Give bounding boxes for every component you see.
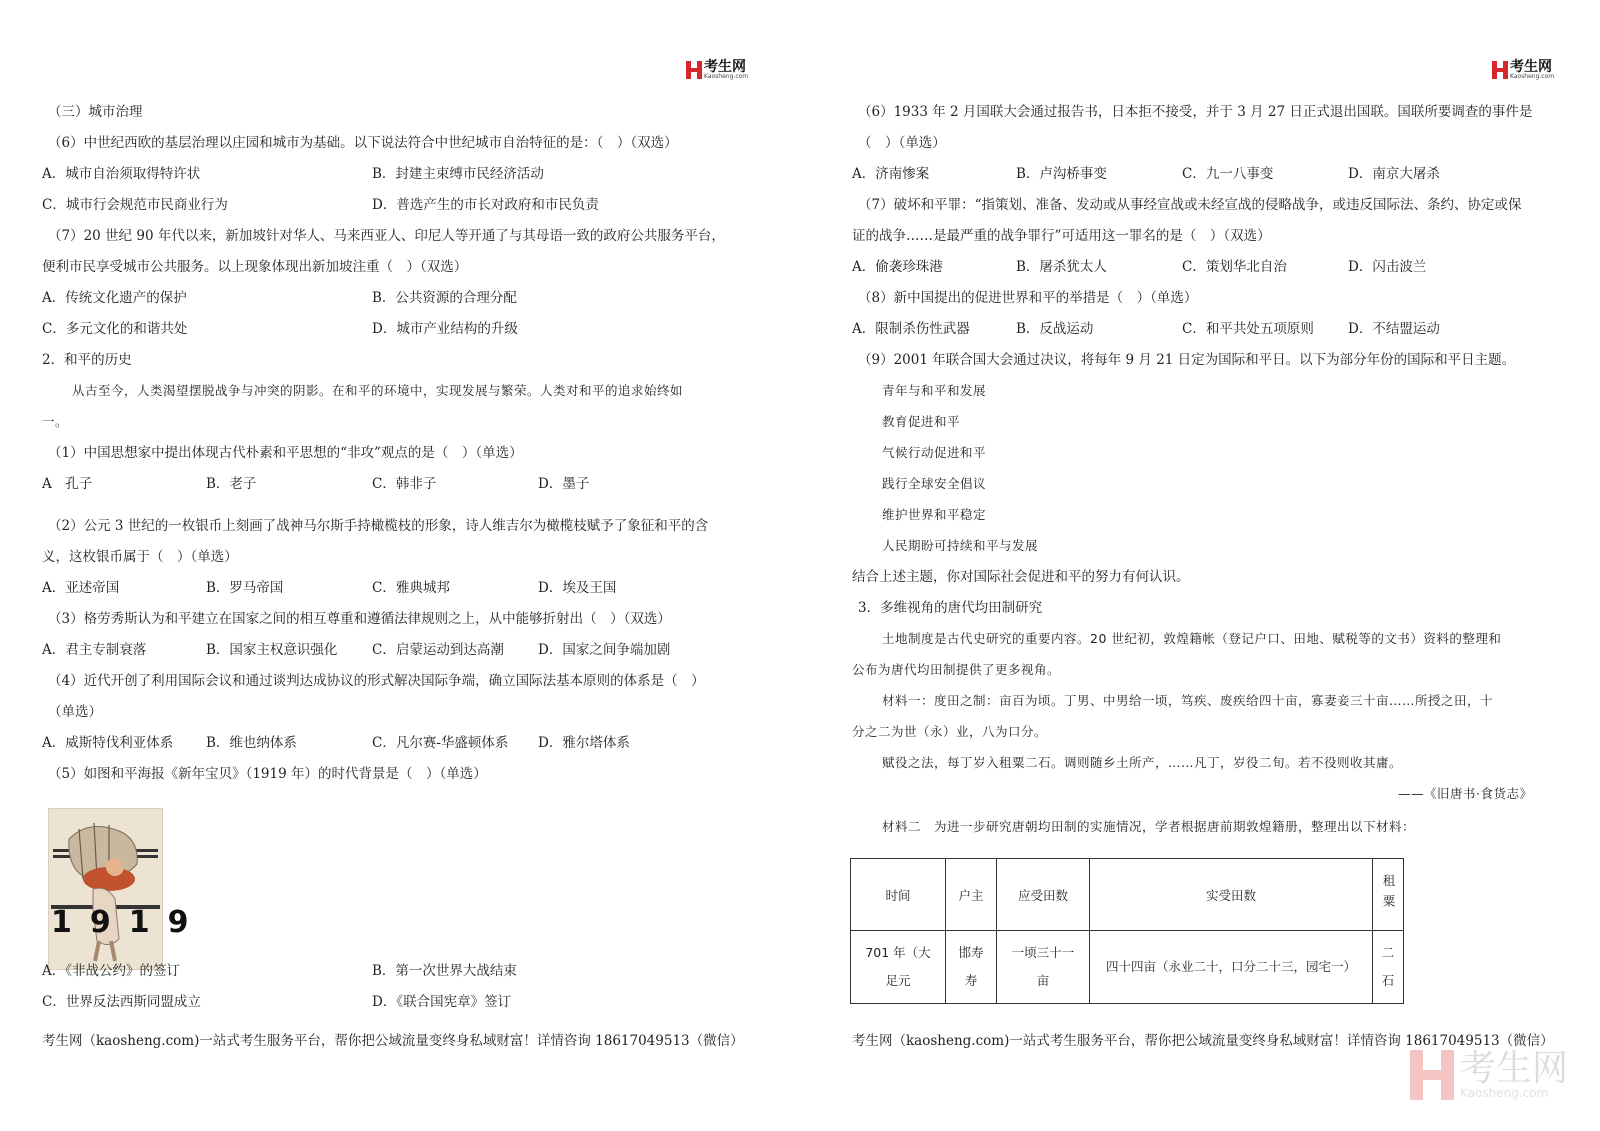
option: D．埃及王国 (538, 580, 617, 596)
kaosheng-logo-icon (686, 61, 702, 79)
logo-name: 考生网 (1510, 59, 1552, 75)
table-header: 实受田数 (1090, 859, 1373, 931)
option: C．世界反法西斯同盟成立 (42, 994, 201, 1010)
option: A．传统文化遗产的保护 (42, 290, 187, 306)
peace-day-theme: 气候行动促进和平 (882, 445, 987, 460)
material-1-line2: 分之二为世（永）业，八为口分。 (852, 724, 1048, 739)
option: A．偷袭珍珠港 (852, 259, 943, 275)
watermark-name: 考生网 (1460, 1048, 1569, 1089)
option: A．亚述帝国 (42, 580, 120, 596)
option: C．雅典城邦 (372, 580, 450, 596)
option: D．国家之间争端加剧 (538, 642, 671, 658)
table-header: 时间 (851, 859, 946, 931)
part-3-title: 3．多维视角的唐代均田制研究 (858, 600, 1043, 616)
option: A．威斯特伐利亚体系 (42, 735, 174, 751)
question-3: （3）格劳秀斯认为和平建立在国家之间的相互尊重和遵循法律规则之上，从中能够折射出（ ）（双选） (48, 611, 671, 627)
logo-name: 考生网 (704, 59, 746, 75)
option: D．《联合国宪章》签订 (372, 994, 512, 1010)
option: D．南京大屠杀 (1348, 166, 1440, 182)
option: A．限制杀伤性武器 (852, 321, 970, 337)
peace-day-theme: 人民期盼可持续和平与发展 (882, 538, 1039, 553)
table-row (851, 931, 1404, 1004)
option: A 孔子 (42, 476, 93, 492)
option: B．屠杀犹太人 (1016, 259, 1107, 275)
land-record-table (850, 858, 1404, 1004)
question-7-left: （7）20 世纪 90 年代以来，新加坡针对华人、马来西亚人、印尼人等开通了与其母语一致的政府公共服务平台， (48, 228, 725, 244)
part-3-intro-line2: 公布为唐代均田制提供了更多视角。 (852, 662, 1061, 677)
poster-year: 1919 (51, 905, 207, 940)
option: A．《非战公约》的签订 (42, 963, 180, 979)
footer-left: 考生网（kaosheng.com)一站式考生服务平台，帮你把公域流量变终身私域财富！详情咨询 18617049513（微信） (42, 1033, 744, 1049)
kaosheng-logo-icon (1492, 61, 1508, 79)
table-cell: 二石 (1373, 931, 1404, 1004)
option: C．凡尔赛-华盛顿体系 (372, 735, 509, 751)
section-title: （三）城市治理 (48, 104, 143, 120)
question-9-ask: 结合上述主题，你对国际社会促进和平的努力有何认识。 (852, 569, 1190, 585)
material-1-source: ——《旧唐书·食货志》 (1398, 786, 1533, 801)
logo-domain: Kaosheng.com (704, 73, 749, 80)
logo-right (1492, 60, 1554, 80)
question-1: （1）中国思想家中提出体现古代朴素和平思想的“非攻”观点的是（ ）（单选） (48, 445, 523, 461)
question-4-line2: （单选） (48, 704, 102, 720)
option: B．第一次世界大战结束 (372, 963, 517, 979)
option: B．国家主权意识强化 (206, 642, 338, 658)
question-7-left-line2: 便利市民享受城市公共服务。以上现象体现出新加坡注重（ ）（双选） (42, 259, 468, 275)
table-cell: 邯寿寿 (946, 931, 997, 1004)
option: D．闪击波兰 (1348, 259, 1427, 275)
option: C．和平共处五项原则 (1182, 321, 1314, 337)
question-7-right: （7）破坏和平罪：“指策划、准备、发动或从事经宣战或未经宣战的侵略战争，或违反国际法、条约、协定或保 (858, 197, 1522, 213)
option: C．多元文化的和谐共处 (42, 321, 188, 337)
table-header: 应受田数 (997, 859, 1090, 931)
watermark (1410, 1050, 1568, 1100)
question-6-right-line2: （ ）（单选） (858, 135, 946, 151)
option: A．城市自治须取得特许状 (42, 166, 201, 182)
logo-domain: Kaosheng.com (1510, 73, 1555, 80)
option: B．罗马帝国 (206, 580, 284, 596)
question-5: （5）如图和平海报《新年宝贝》（1919 年）的时代背景是（ ）（单选） (48, 766, 487, 782)
part-2-intro: 从古至今，人类渴望摆脱战争与冲突的阴影。在和平的环境中，实现发展与繁荣。人类对和平的追求始终如 (72, 383, 684, 398)
question-6-left: （6）中世纪西欧的基层治理以庄园和城市为基础。以下说法符合中世纪城市自治特征的是：（ ）（双选） (48, 135, 678, 151)
option: B．公共资源的合理分配 (372, 290, 517, 306)
kaosheng-watermark-icon (1410, 1050, 1454, 1100)
table-header: 户主 (946, 859, 997, 931)
option: A．济南惨案 (852, 166, 930, 182)
watermark-domain: Kaosheng.com (1460, 1086, 1549, 1100)
question-6-right: （6）1933 年 2 月国联大会通过报告书，日本拒不接受，并于 3 月 27 日正式退出国联。国联所要调查的事件是 (858, 104, 1533, 120)
part-3-intro: 土地制度是古代史研究的重要内容。20 世纪初，敦煌籍帐（登记户口、田地、赋税等的文书）资料的整理和 (882, 631, 1502, 646)
logo-left (686, 60, 748, 80)
footer-right: 考生网（kaosheng.com)一站式考生服务平台，帮你把公域流量变终身私域财富！详情咨询 18617049513（微信） (852, 1033, 1554, 1049)
option: D．不结盟运动 (1348, 321, 1440, 337)
question-2: （2）公元 3 世纪的一枚银币上刻画了战神马尔斯手持橄榄枝的形象，诗人维吉尔为橄榄枝赋予了象征和平的含 (48, 518, 709, 534)
option: B．老子 (206, 476, 257, 492)
peace-day-theme: 践行全球安全倡议 (882, 476, 987, 491)
option: B．反战运动 (1016, 321, 1094, 337)
question-9: （9）2001 年联合国大会通过决议，将每年 9 月 21 日定为国际和平日。以下为部分年份的国际和平日主题。 (858, 352, 1516, 368)
table-cell: 四十四亩（永业二十，口分二十三，园宅一） (1090, 931, 1373, 1004)
part-2-intro-line2: 一。 (42, 414, 69, 429)
peace-day-theme: 青年与和平和发展 (882, 383, 987, 398)
peace-poster-image (48, 808, 207, 970)
material-1: 材料一：度田之制：亩百为顷。丁男、中男给一顷，笃疾、废疾给四十亩，寡妻妾三十亩……所授之田，十 (882, 693, 1494, 708)
peace-day-theme: 维护世界和平稳定 (882, 507, 987, 522)
option: C．城市行会规范市民商业行为 (42, 197, 228, 213)
question-2-line2: 义，这枚银币属于（ ）（单选） (42, 549, 238, 565)
option: C．策划华北自治 (1182, 259, 1287, 275)
part-2-title: 2．和平的历史 (42, 352, 132, 368)
table-cell: 701 年（大足元 (851, 931, 946, 1004)
option: D．普选产生的市长对政府和市民负责 (372, 197, 599, 213)
question-8: （8）新中国提出的促进世界和平的举措是（ ）（单选） (858, 290, 1198, 306)
option: B．卢沟桥事变 (1016, 166, 1107, 182)
poster-illustration-icon (49, 809, 207, 969)
question-4: （4）近代开创了利用国际会议和通过谈判达成协议的形式解决国际争端，确立国际法基本原则的体系是（ ） (48, 673, 705, 689)
option: C．韩非子 (372, 476, 437, 492)
option: A．君主专制衰落 (42, 642, 147, 658)
option: B．封建主束缚市民经济活动 (372, 166, 544, 182)
option: C．九一八事变 (1182, 166, 1274, 182)
material-2: 材料二 为进一步研究唐朝均田制的实施情况，学者根据唐前期敦煌籍册，整理出以下材料： (882, 819, 1416, 834)
option: D．雅尔塔体系 (538, 735, 630, 751)
peace-day-theme: 教育促进和平 (882, 414, 961, 429)
table-header: 租粟 (1373, 859, 1404, 931)
table-cell: 一顷三十一亩 (997, 931, 1090, 1004)
option: B．维也纳体系 (206, 735, 297, 751)
question-7-right-line2: 证的战争……是最严重的战争罪行”可适用这一罪名的是（ ）（双选） (852, 228, 1271, 244)
material-1-line3: 赋役之法，每丁岁入租粟二石。调则随乡土所产，……凡丁，岁役二旬。若不役则收其庸。 (882, 755, 1403, 770)
option: C．启蒙运动到达高潮 (372, 642, 504, 658)
option: D．墨子 (538, 476, 590, 492)
option: D．城市产业结构的升级 (372, 321, 518, 337)
